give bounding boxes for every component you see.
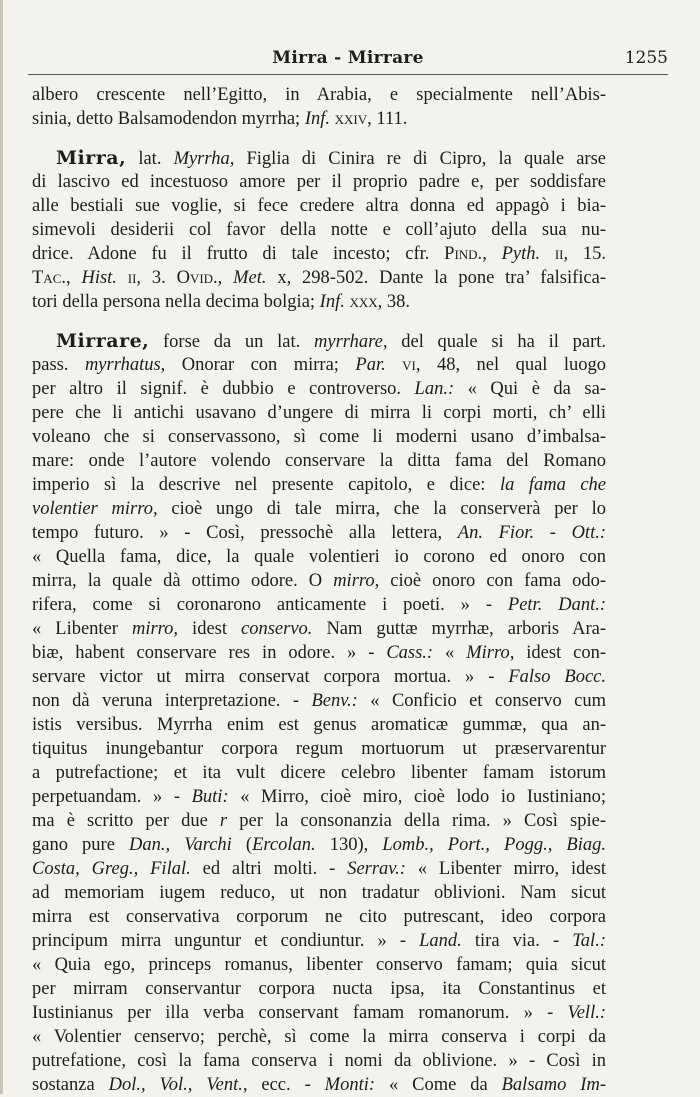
text-span: r	[219, 811, 228, 831]
text-line	[32, 497, 606, 521]
text-span	[386, 355, 402, 375]
text-span: , 3.	[136, 268, 177, 288]
text-span: tempo futuro. » - Così, pressochè alla lettera,	[32, 523, 458, 543]
text-span: gano pure	[32, 835, 129, 855]
entry-continuation-line	[32, 83, 606, 107]
text-span: «	[433, 643, 467, 663]
text-line	[32, 593, 606, 617]
page-spine-edge	[0, 0, 3, 1094]
text-span: mirro,	[333, 571, 380, 591]
text-span: « Quella fama, dice, la quale volentieri io corono ed onoro con	[32, 547, 606, 567]
text-span: « Libenter	[32, 619, 132, 639]
text-span: Tal.:	[572, 931, 606, 951]
text-line	[32, 218, 606, 242]
text-span: simevoli desiderii col favor della notte e coll’ajuto della sua nu-	[32, 220, 606, 240]
text-span: cioè onoro con fama odo-	[379, 571, 606, 591]
text-span: Dan., Varchi	[129, 835, 232, 855]
text-span: myrrhatus,	[84, 355, 166, 375]
text-line	[32, 737, 606, 761]
text-span: Land.	[419, 931, 462, 951]
text-line	[32, 242, 606, 266]
text-line	[32, 713, 606, 737]
text-line	[32, 401, 606, 425]
text-span: mirra, la quale dà ottimo odore. O	[32, 571, 334, 591]
text-span: « Come da	[375, 1075, 502, 1095]
text-span: idest con-	[514, 643, 607, 663]
text-span: ii	[127, 268, 137, 288]
text-span: « Conficio et conservo cum	[357, 691, 606, 711]
text-line	[32, 473, 606, 497]
text-line	[32, 953, 606, 977]
text-span: Par.	[355, 355, 386, 375]
text-span: istis versibus. Myrrha enim est genus aromaticæ gummæ, qua an-	[32, 715, 606, 735]
text-line	[32, 905, 606, 929]
text-span: (	[231, 835, 253, 855]
text-span: perpetuandam. » -	[32, 787, 192, 807]
text-line	[32, 1025, 606, 1049]
text-span: Monti:	[324, 1075, 376, 1095]
text-span: imperio sì la descrive nel presente capitolo, e dice:	[32, 475, 500, 495]
text-span: voleano che si conservassono, sì come li moderni usano d’imbalsa-	[32, 427, 606, 447]
text-span: alle bestiali sue voglie, si fece credere altra donna ed appagò i bia-	[32, 196, 606, 216]
text-span: Petr. Dant.:	[507, 595, 606, 615]
text-span: per la consonanzia della rima. » Così spie-	[227, 811, 606, 831]
text-span: « Volentier censervo; perchè, sì come la mirra conserva i corpi da	[32, 1027, 606, 1047]
text-span: Pyth.	[501, 244, 541, 264]
text-span: Falso Bocc.	[508, 667, 606, 687]
text-span: servare victor ut mirra conservat corpora mortua. » -	[32, 667, 509, 687]
text-span: lat.	[126, 149, 174, 169]
text-span: Lomb., Port., Pogg., Biag.	[382, 835, 606, 855]
text-span: ma è scritto per due	[32, 811, 220, 831]
text-span: Pind.	[444, 244, 483, 264]
text-span: , 15.	[563, 244, 607, 264]
text-span: rifera, come si coronarono anticamente i poeti. » -	[32, 595, 508, 615]
text-span: mare: onde l’autore volendo conservare la ditta fama del Romano	[32, 451, 606, 471]
text-span: non dà veruna interpretazione. -	[32, 691, 312, 711]
text-span: Mirro,	[466, 643, 515, 663]
text-line	[32, 521, 606, 545]
text-span: Vell.:	[567, 1003, 606, 1023]
text-line	[32, 977, 606, 1001]
running-head	[28, 44, 668, 75]
text-line	[32, 449, 606, 473]
text-span: Iustinianus per illa verba conservant famam romanorum. » -	[32, 1003, 568, 1023]
text-span: Serrav.:	[347, 859, 406, 879]
text-span: Benv.:	[311, 691, 358, 711]
text-span: principum mirra unguntur et condiuntur. » -	[32, 931, 420, 951]
text-span: Ercolan.	[252, 835, 316, 855]
running-head-title: Mirra - Mirrare	[272, 48, 424, 68]
text-span: cioè ungo di tale mirra, che la conserverà per lo	[157, 499, 606, 519]
text-span: a putrefactione; et ita vult dicere celebro libenter famam istorum	[32, 763, 606, 783]
text-line	[32, 665, 606, 689]
text-span: Inf.	[304, 109, 331, 129]
text-line	[32, 290, 606, 314]
text-span: vi	[402, 355, 416, 375]
text-span: « Quia ego, princeps romanus, libenter conservo famam; quia sicut	[32, 955, 606, 975]
text-line	[32, 785, 606, 809]
text-span: ed altri molti. -	[190, 859, 348, 879]
text-span: tori della persona nella decima bolgia;	[32, 292, 320, 312]
text-span: Nam guttæ myrrhæ, arboris Ara-	[312, 619, 606, 639]
text-line	[32, 170, 606, 194]
entry-mirra-line	[56, 146, 606, 170]
text-line	[32, 1001, 606, 1025]
text-span: ad memoriam iugem reduco, ut non tradatur oblivioni. Nam sicut	[32, 883, 606, 903]
text-span: « Mirro, cioè miro, cioè lodo io Iustiniano;	[228, 787, 606, 807]
text-span: Tac.	[32, 268, 66, 288]
text-span: , 38.	[377, 292, 411, 312]
text-span: ,	[482, 244, 502, 264]
text-span: Costa, Greg., Filal.	[32, 859, 191, 879]
text-span: Myrrha,	[173, 149, 235, 169]
text-line	[32, 545, 606, 569]
text-span: idest	[178, 619, 242, 639]
text-line	[32, 641, 606, 665]
text-span: biæ, habent conservare res in odore. » -	[32, 643, 387, 663]
text-span: ecc. -	[247, 1075, 325, 1095]
text-span: pass.	[32, 355, 85, 375]
text-span: ,	[217, 268, 234, 288]
text-span: , 111.	[367, 109, 408, 129]
text-line	[32, 569, 606, 593]
text-line	[32, 929, 606, 953]
text-line	[32, 809, 606, 833]
text-span: , 48, nel qual luogo	[415, 355, 607, 375]
text-line	[32, 353, 606, 377]
text-span: mirro,	[131, 619, 179, 639]
text-span: tira via. -	[461, 931, 573, 951]
text-span: sinia, detto Balsamodendon myrrha;	[32, 109, 305, 129]
text-span: pere che li antichi usavano d’ungere di mirra li corpi morti, ch’ elli	[32, 403, 606, 423]
text-span: Onorar con mirra;	[165, 355, 356, 375]
text-span	[540, 244, 555, 264]
text-line	[32, 194, 606, 218]
text-line	[32, 266, 606, 290]
text-span: x, 298-502. Dante la pone tra’ falsifica-	[266, 268, 606, 288]
page-number: 1255	[624, 48, 668, 68]
text-line	[32, 1049, 606, 1073]
text-span: la fama che	[499, 475, 607, 495]
text-span: Inf.	[319, 292, 345, 312]
text-span: per altro il signif. è dubbio e controverso.	[32, 379, 415, 399]
text-span: « Libenter mirro, idest	[405, 859, 606, 879]
text-span: Ovid.	[176, 268, 218, 288]
text-span: Lan.:	[414, 379, 455, 399]
text-span: Dol., Vol., Vent.,	[108, 1075, 248, 1095]
text-span: del quale si ha il part.	[387, 332, 606, 352]
text-span: xxiv	[334, 109, 368, 129]
entry-mirrare-line	[56, 329, 606, 353]
text-span: Cass.:	[386, 643, 434, 663]
text-span: 130),	[315, 835, 383, 855]
text-span: drice. Adone fu il frutto di tale incesto; cfr.	[32, 244, 445, 264]
text-span: An. Fior. - Ott.:	[457, 523, 606, 543]
text-span: « Qui è da sa-	[454, 379, 606, 399]
text-span: myrrhare,	[314, 332, 388, 352]
text-span: xxx	[349, 292, 378, 312]
text-line	[32, 833, 606, 857]
text-span	[117, 268, 128, 288]
text-line	[32, 1073, 606, 1097]
text-span: Buti:	[191, 787, 229, 807]
text-span: mirra est conservativa corporum ne cito putrescant, ideo corpora	[32, 907, 606, 927]
text-line	[32, 107, 606, 131]
text-span: albero crescente nell’Egitto, in Arabia, e specialmente nell’Abis-	[32, 85, 606, 105]
text-line	[32, 761, 606, 785]
text-span: ii	[554, 244, 564, 264]
text-span: conservo.	[241, 619, 313, 639]
text-span: forse da un lat.	[149, 332, 314, 352]
text-line	[32, 881, 606, 905]
text-span: di lascivo ed incestuoso amore per il proprio padre e, per soddisfare	[32, 172, 606, 192]
headword: Mirrare,	[56, 330, 150, 352]
headword: Mirra,	[56, 147, 127, 169]
text-span: sostanza	[32, 1075, 109, 1095]
text-span: volentier mirro,	[32, 499, 158, 519]
text-span: ,	[66, 268, 82, 288]
text-span: per mirram conservantur corpora nucta ipsa, ita Constantinus et	[32, 979, 606, 999]
text-span: Met.	[233, 268, 267, 288]
text-span: tiquitus inungebantur corpora regum mortuorum ut præservarentur	[32, 739, 606, 759]
text-line	[32, 377, 606, 401]
text-line	[32, 425, 606, 449]
text-line	[32, 857, 606, 881]
text-line	[32, 689, 606, 713]
text-span: Hist.	[81, 268, 117, 288]
text-span: putrefatione, così la fama conserva i nomi da oblivione. » - Così in	[32, 1051, 606, 1071]
text-line	[32, 617, 606, 641]
text-span: Balsamo Im-	[501, 1075, 606, 1095]
text-span: Figlia di Cinira re di Cipro, la quale arse	[234, 149, 606, 169]
